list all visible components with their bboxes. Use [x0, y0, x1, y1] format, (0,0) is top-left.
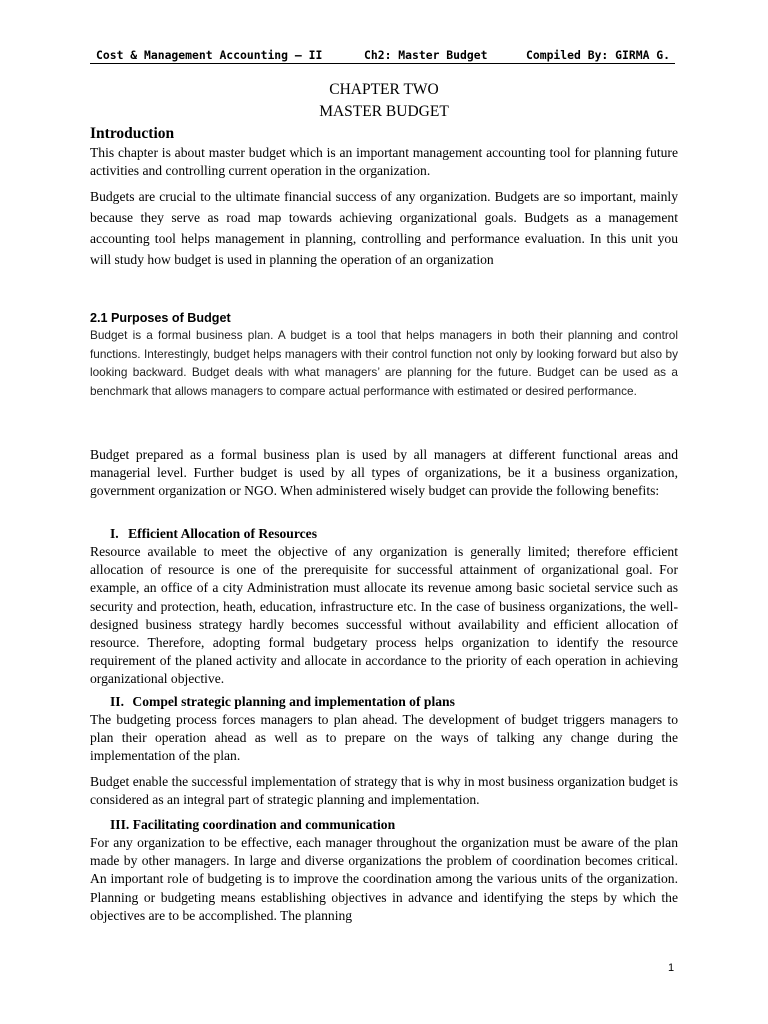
- benefit-title: Compel strategic planning and implementation of plans: [132, 694, 455, 709]
- benefit-title: Efficient Allocation of Resources: [128, 526, 318, 541]
- introduction-paragraph-2: Budgets are crucial to the ultimate financial success of any organization. Budgets are so important, mainly because they serve as road map towards achieving organizational goals. Budgets as a management accounting tool helps management in planning, controlling and performance evaluation. In this unit you will study how budget is used in planning the operation of an organization: [90, 189, 678, 267]
- chapter-subtitle: MASTER BUDGET: [319, 103, 449, 120]
- introduction-heading: Introduction: [90, 125, 175, 142]
- benefit-heading-1: [110, 526, 317, 542]
- benefit-number: III.: [110, 817, 130, 832]
- header-course: Cost & Management Accounting – II: [96, 48, 323, 62]
- page-number: 1: [668, 962, 675, 974]
- running-header: [90, 47, 675, 64]
- chapter-title: CHAPTER TWO: [329, 81, 439, 98]
- benefit-text-3: For any organization to be effective, each manager throughout the organization must be aware of the plan made by other managers. In large and diverse organizations the problem of coordination becomes critical. An important role of budgeting is to improve the coordination among the various units of the organization. Planning or budgeting means establishing objectives in advance and identifying the steps by which the objectives are to be accomplished. The planning: [90, 835, 678, 923]
- benefit-heading-3: [110, 817, 395, 833]
- header-chapter: Ch2: Master Budget: [364, 48, 488, 62]
- header-compiler: Compiled By: GIRMA G.: [526, 48, 671, 62]
- benefit-number: II.: [110, 694, 124, 709]
- benefit-text-1: Resource available to meet the objective of any organization is generally limited; therefore efficient allocation of resource is one of the prerequisite for successful attainment of organizational goal. For example, an office of a city Administration must allocate its revenue among basic societal service such as security and protection, heath, education, infrastructure etc. In the case of business organizations, the well-designed business strategy hardly becomes successful without availability and efficient allocation of resource. Therefore, adopting formal budgetary process helps organization to identify the resource requirement of the planed activity and allocate in accordance to the priority of each operation in achieving organizational objective.: [90, 544, 678, 687]
- introduction-paragraph-1: This chapter is about master budget which is an important management accounting tool for planning future activities and controlling current operation in the organization.: [90, 145, 678, 179]
- benefit-title: Facilitating coordination and communication: [132, 817, 396, 832]
- benefit-number: I.: [110, 526, 119, 541]
- purposes-paragraph-1: Budget is a formal business plan. A budget is a tool that helps managers in both their planning and control functions. Interestingly, budget helps managers with their control function not only by looking forward but also by looking backward. Budget deals with what managers’ are planning for the future. Budget can be used as a benchmark that allows managers to compare actual performance with estimated or desired performance.: [90, 328, 678, 398]
- purposes-heading: 2.1 Purposes of Budget: [90, 311, 231, 325]
- purposes-paragraph-2: Budget prepared as a formal business plan is used by all managers at different functional areas and managerial level. Further budget is used by all types of organizations, be it a business organization, government organization or NGO. When administered wisely budget can provide the following benefits:: [90, 447, 678, 499]
- benefit-text-2b: Budget enable the successful implementation of strategy that is why in most business organization budget is considered as an integral part of strategic planning and implementation.: [90, 774, 678, 808]
- benefit-text-2: The budgeting process forces managers to plan ahead. The development of budget triggers managers to plan their operation ahead as well as to prepare on the ways of talking any change during the implementation of the plan.: [90, 712, 678, 764]
- benefit-heading-2: [110, 694, 455, 710]
